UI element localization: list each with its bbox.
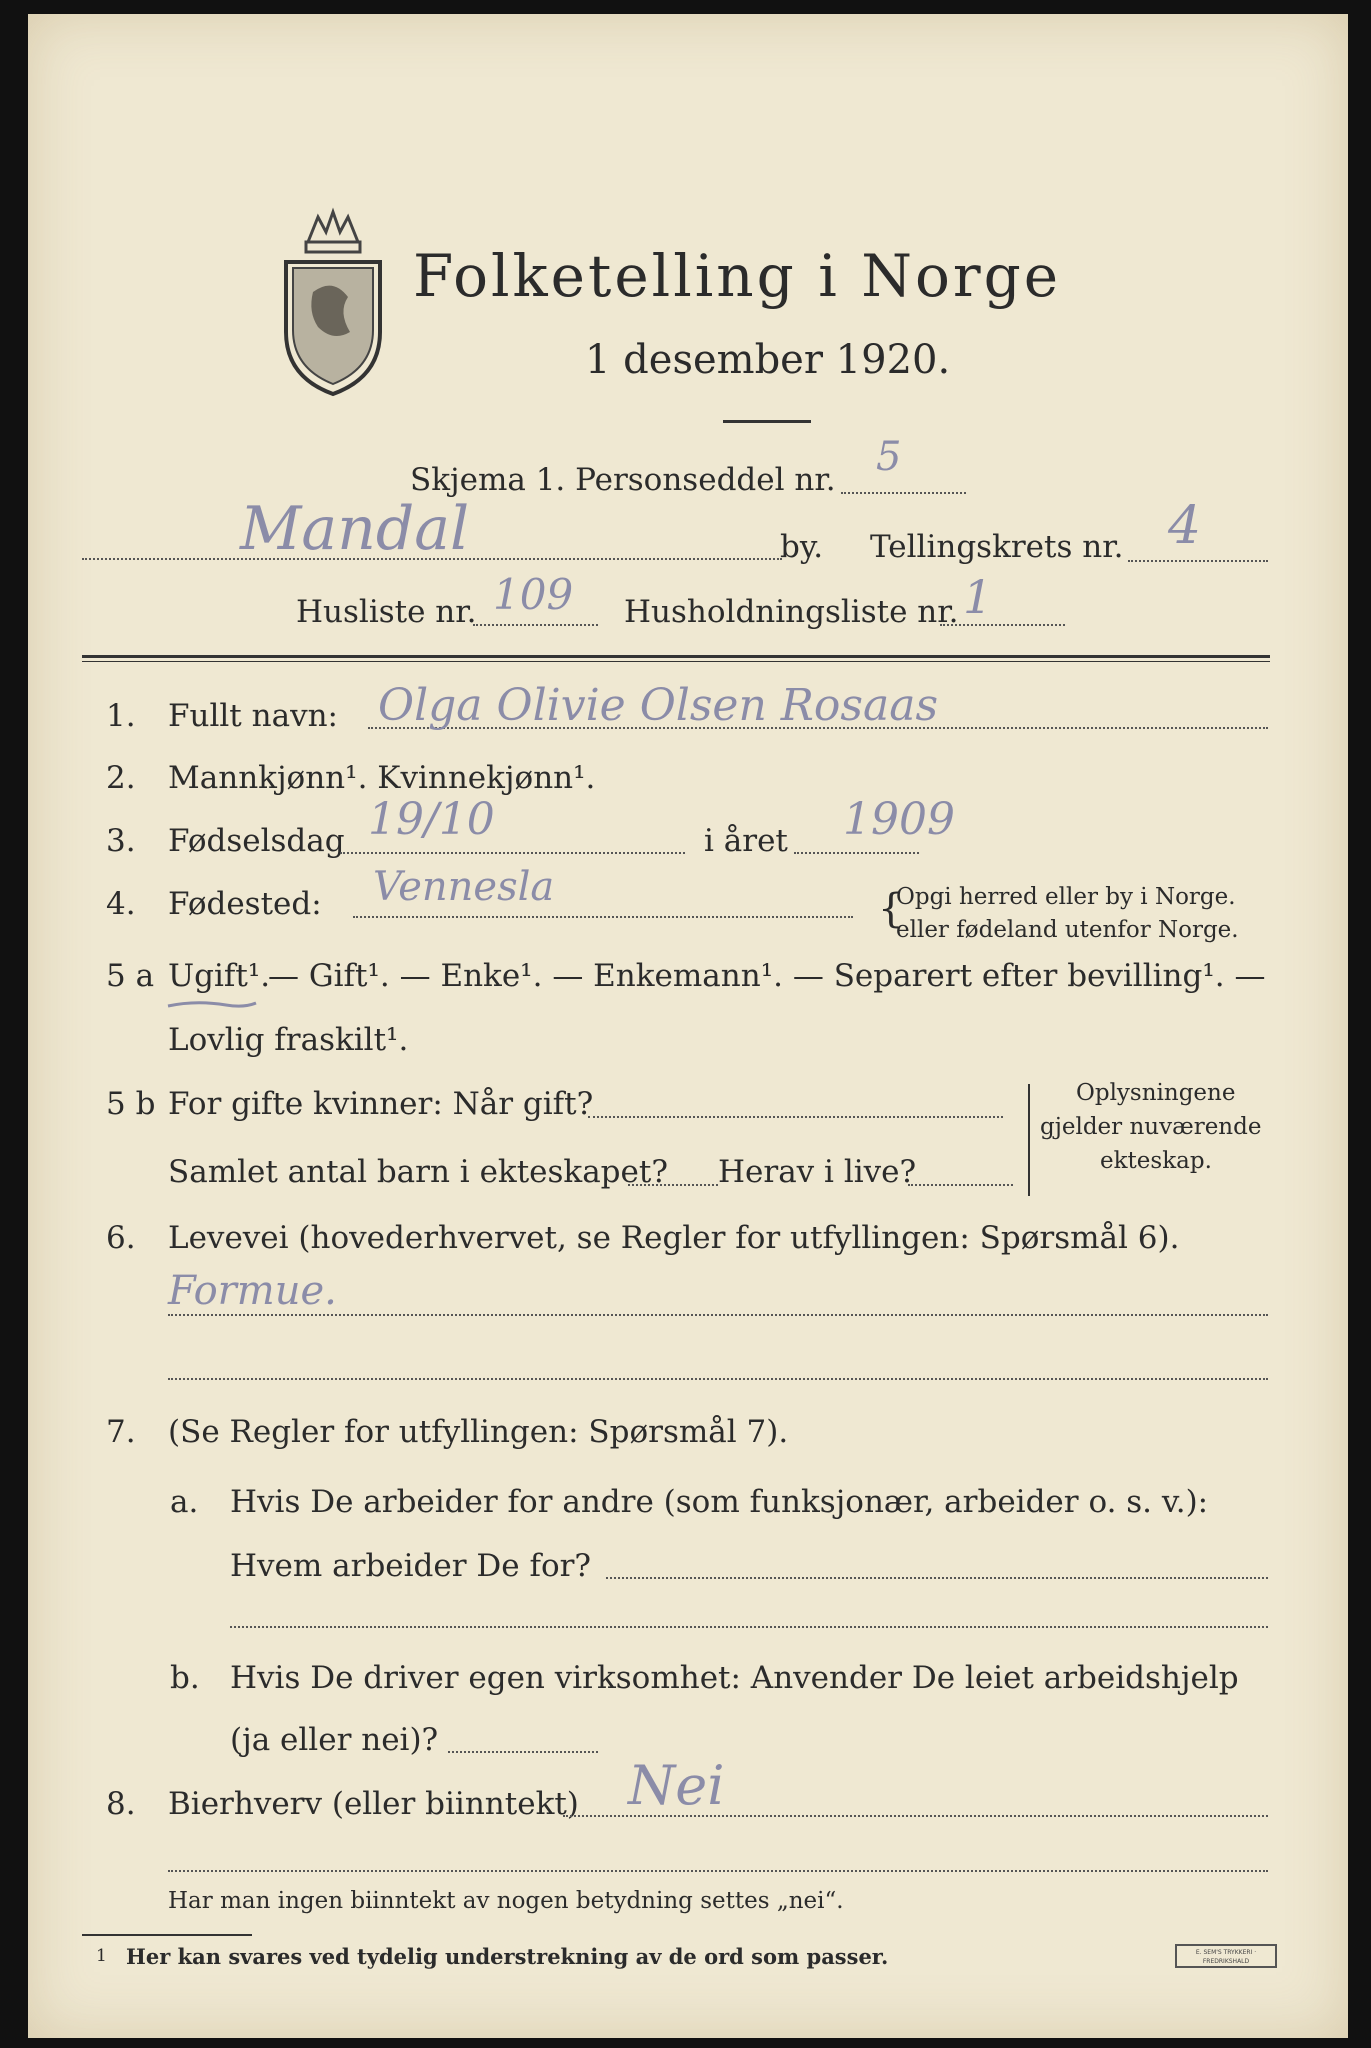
q4-note-2: eller fødeland utenfor Norge. — [896, 917, 1239, 943]
q7-number: 7. — [106, 1414, 136, 1450]
q3-year-line — [794, 852, 919, 854]
q5b-alive-line — [908, 1184, 1013, 1186]
q7b-answer-line — [448, 1751, 598, 1753]
q6-line-2 — [168, 1378, 1268, 1380]
q7a-line-2: Hvem arbeider De for? — [230, 1548, 592, 1584]
q5b-note-3: ekteskap. — [1100, 1148, 1212, 1174]
tellingskrets-label: Tellingskrets nr. — [870, 529, 1124, 565]
q1-label: Fullt navn: — [168, 698, 338, 734]
q7a-answer-line-1 — [606, 1577, 1268, 1579]
q7a-letter: a. — [170, 1484, 199, 1520]
schema-nr-value: 5 — [876, 434, 902, 480]
q4-brace: { — [878, 886, 904, 932]
q7-label: (Se Regler for utfyllingen: Spørsmål 7). — [168, 1414, 789, 1450]
q5a-ugift-underline — [166, 998, 258, 1010]
schema-label: Skjema 1. Personseddel nr. — [410, 462, 836, 498]
footer-note: Har man ingen biinntekt av nogen betydning settes „nei“. — [168, 1888, 844, 1914]
q2-label: Mannkjønn¹. Kvinnekjønn¹. — [168, 760, 596, 796]
husliste-nr-value: 109 — [493, 570, 574, 619]
printer-stamp — [1175, 1944, 1277, 1968]
q5a-line-2: Lovlig fraskilt¹. — [168, 1022, 409, 1058]
q5b-label: For gifte kvinner: Når gift? — [168, 1086, 594, 1122]
header-divider-2 — [82, 661, 1270, 662]
q8-label: Bierhverv (eller biinntekt) — [168, 1786, 579, 1822]
q5a-options: — Gift¹. — Enke¹. — Enkemann¹. — Separert efter bevilling¹. — — [268, 958, 1266, 994]
q5b-number: 5 b — [106, 1086, 156, 1122]
q7a-line-1: Hvis De arbeider for andre (som funksjonær, arbeider o. s. v.): — [230, 1484, 1209, 1520]
q6-line-1 — [168, 1314, 1268, 1316]
q4-value: Vennesla — [373, 864, 555, 910]
q8-line-2 — [168, 1870, 1268, 1872]
q7b-line-2: (ja eller nei)? — [230, 1722, 439, 1758]
norway-coat-of-arms-icon — [278, 202, 388, 397]
q5b-note-2: gjelder nuværende — [1040, 1114, 1262, 1140]
form-title: Folketelling i Norge — [413, 242, 1062, 310]
q4-label: Fødested: — [168, 886, 322, 922]
q4-number: 4. — [106, 886, 136, 922]
q5b-when-line — [588, 1116, 1003, 1118]
schema-nr-line — [841, 492, 966, 494]
q7b-letter: b. — [170, 1660, 200, 1696]
husholdning-nr-line — [940, 624, 1065, 626]
q4-note-1: Opgi herred eller by i Norge. — [896, 884, 1236, 910]
husliste-nr-line — [473, 624, 598, 626]
q6-label: Levevei (hovederhvervet, se Regler for utfyllingen: Spørsmål 6). — [168, 1220, 1180, 1256]
footnote-number: 1 — [96, 1946, 107, 1966]
title-divider — [723, 420, 811, 423]
header-divider-1 — [82, 655, 1270, 658]
tellingskrets-nr-line — [1128, 560, 1268, 562]
q3-line — [340, 852, 685, 854]
q3-number: 3. — [106, 823, 136, 859]
city-value: Mandal — [240, 494, 470, 564]
q5a-number: 5 a — [106, 958, 155, 994]
q3-year-value: 1909 — [843, 794, 955, 845]
q3-value: 19/10 — [368, 794, 495, 845]
footnote-divider — [82, 1934, 252, 1936]
q7b-line-1: Hvis De driver egen virksomhet: Anvender De leiet arbeidshjelp — [230, 1660, 1239, 1696]
q6-number: 6. — [106, 1220, 136, 1256]
q3-year-label: i året — [704, 823, 788, 859]
q6-value: Formue. — [168, 1268, 337, 1314]
q1-number: 1. — [106, 698, 136, 734]
q8-number: 8. — [106, 1786, 136, 1822]
husholdning-label: Husholdningsliste nr. — [624, 594, 959, 630]
q5b-children-line — [628, 1184, 718, 1186]
tellingskrets-nr-value: 4 — [1168, 496, 1202, 556]
q4-line — [353, 916, 853, 918]
q3-label: Fødselsdag — [168, 823, 345, 859]
husholdning-nr-value: 1 — [963, 570, 993, 624]
q1-value: Olga Olivie Olsen Rosaas — [378, 680, 939, 731]
q8-value: Nei — [628, 1754, 725, 1817]
census-form — [28, 14, 1348, 2038]
footnote-text: Her kan svares ved tydelig understrekning av de ord som passer. — [126, 1944, 889, 1969]
census-date: 1 desember 1920. — [585, 337, 951, 383]
q5b-note-1: Oplysningene — [1076, 1080, 1236, 1106]
q5a-ugift: Ugift¹. — [168, 958, 271, 994]
q5b-line-2: Samlet antal barn i ekteskapet? — [168, 1154, 668, 1190]
q2-number: 2. — [106, 760, 136, 796]
q5b-bracket — [1028, 1084, 1030, 1196]
husliste-label: Husliste nr. — [296, 594, 477, 630]
by-label: by. — [780, 529, 824, 565]
printer-stamp-text: E. SEM'S TRYKKERI · FREDRIKSHALD — [1195, 1949, 1257, 1965]
q5b-herav: Herav i live? — [718, 1154, 917, 1190]
q7a-answer-line-2 — [230, 1626, 1268, 1628]
